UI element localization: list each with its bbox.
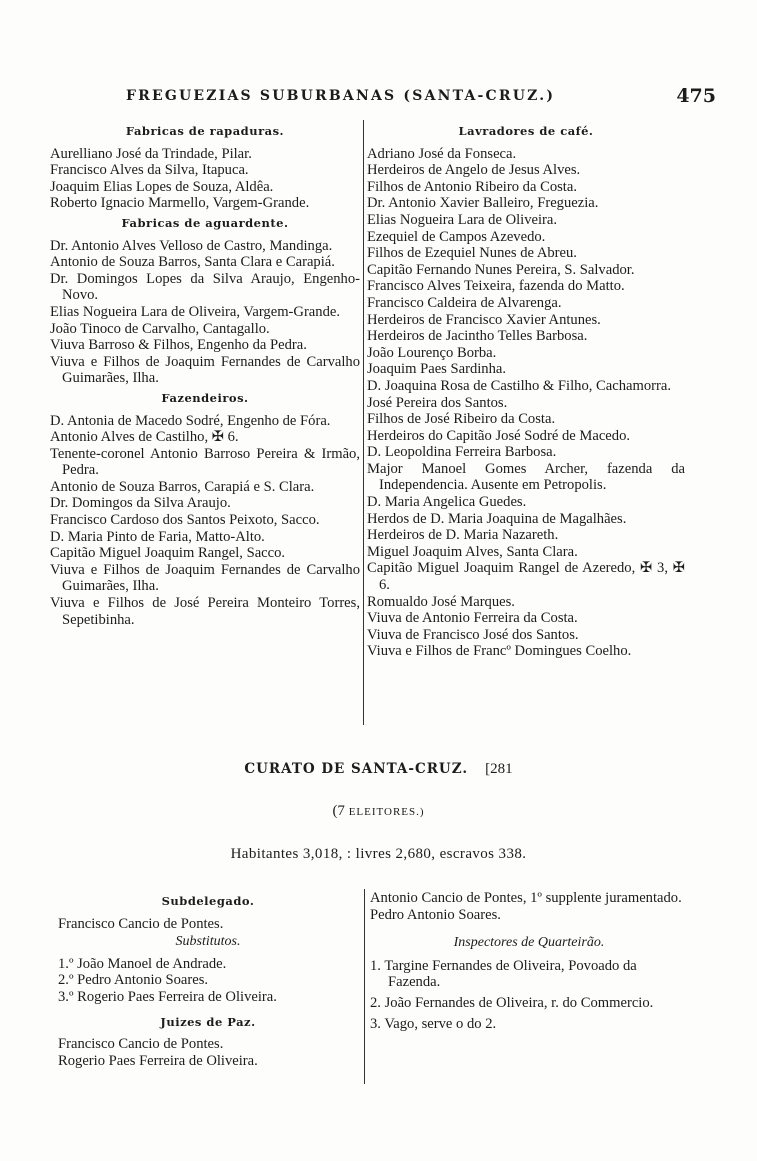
list-item: D. Maria Pinto de Faria, Matto-Alto. — [50, 528, 265, 545]
list-item: Viuva e Filhos de Francº Domingues Coelho. — [367, 643, 632, 660]
page-number: 475 — [676, 85, 716, 107]
list-item: 1.º João Manoel de Andrade. — [58, 955, 227, 972]
list-item: Herdos de D. Maria Joaquina de Magalhães. — [367, 510, 627, 527]
list-item: Viuva de Antonio Ferreira da Costa. — [367, 610, 578, 627]
list-item: Antonio de Souza Barros, Carapiá e S. Clara. — [50, 478, 315, 495]
right-column-bottom — [370, 890, 688, 1032]
list-item: Rogerio Paes Ferreira de Oliveira. — [58, 1052, 258, 1069]
section-heading-fazendeiros: Fazendeiros. — [161, 390, 249, 405]
list-item: 1. Targine Fernandes de Oliveira, Povoado da Fazenda. — [370, 957, 637, 991]
list-item: Antonio Alves de Castilho, ✠ 6. — [50, 429, 239, 446]
column-divider-bottom — [364, 889, 365, 1084]
section-heading-cafe: Lavradores de café. — [458, 124, 594, 138]
list-item: Dr. Antonio Alves Velloso de Castro, Mandinga. — [50, 237, 333, 254]
list-item: Viuva e Filhos de Joaquim Fernandes de Carvalho Guimarães, Ilha. — [50, 353, 360, 387]
column-divider-top — [363, 120, 364, 725]
list-item: Capitão Miguel Joaquim Rangel de Azeredo, ✠ 3, ✠ 6. — [367, 560, 685, 594]
list-item: João Tinoco de Carvalho, Cantagallo. — [50, 320, 270, 337]
curato-number: [281 — [485, 761, 513, 777]
section-heading-substitutos: Substitutos. — [175, 934, 241, 950]
list-item: Viuva Barroso & Filhos, Engenho da Pedra. — [50, 337, 307, 354]
list-item: Aurelliano José da Trindade, Pilar. — [50, 145, 252, 162]
list-item: Pedro Antonio Soares. — [370, 906, 501, 923]
section-heading-juizes: Juizes de Paz. — [160, 1014, 256, 1029]
list-item: Antonio de Souza Barros, Santa Clara e Carapiá. — [50, 254, 335, 271]
list-item: D. Leopoldina Ferreira Barbosa. — [367, 444, 557, 461]
electors-number: (7 — [332, 803, 345, 819]
list-item: Viuva e Filhos de José Pereira Monteiro Torres, Sepetibinha. — [50, 595, 360, 628]
list-item: 2. João Fernandes de Oliveira, r. do Commercio. — [370, 994, 654, 1011]
running-header — [126, 85, 716, 112]
list-item: Filhos de Ezequiel Nunes de Abreu. — [367, 245, 577, 262]
list-item: Herdeiros de Francisco Xavier Antunes. — [367, 311, 601, 328]
section-heading-inspectores: Inspectores de Quarteirão. — [453, 935, 605, 951]
electors-line — [0, 803, 757, 820]
list-item: Elias Nogueira Lara de Oliveira. — [367, 211, 558, 228]
curato-title — [0, 761, 757, 778]
section-heading-subdelegado: Subdelegado. — [161, 894, 255, 908]
list-item: Dr. Antonio Xavier Balleiro, Freguezia. — [367, 195, 599, 212]
list-item: Dr. Domingos Lopes da Silva Araujo, Engenho-Novo. — [50, 270, 360, 304]
list-item: Francisco Cancio de Pontes. — [58, 1036, 224, 1053]
list-item: Antonio Cancio de Pontes, 1º supplente juramentado. — [370, 890, 682, 906]
list-item: Capitão Fernando Nunes Pereira, S. Salvador. — [367, 261, 635, 278]
list-item: Joaquim Elias Lopes de Souza, Aldêa. — [50, 178, 274, 195]
electors-word: ELEITORES.) — [348, 806, 425, 818]
list-item: João Lourenço Borba. — [367, 344, 497, 361]
list-item: Capitão Miguel Joaquim Rangel, Sacco. — [50, 545, 286, 562]
list-item: Francisco Cancio de Pontes. — [58, 915, 224, 932]
list-item: Romualdo José Marques. — [367, 593, 515, 610]
list-item: Viuva de Francisco José dos Santos. — [367, 626, 579, 643]
habitantes-line: Habitantes 3,018, : livres 2,680, escravos 338. — [230, 846, 527, 862]
list-item: D. Antonia de Macedo Sodré, Engenho de Fóra. — [50, 412, 331, 429]
list-item: Ezequiel de Campos Azevedo. — [367, 228, 546, 245]
list-item: Herdeiros de Angelo de Jesus Alves. — [367, 162, 581, 179]
list-item: Dr. Domingos da Silva Araujo. — [50, 495, 231, 512]
list-item: Herdeiros de Jacintho Telles Barbosa. — [367, 328, 588, 345]
list-item: Joaquim Paes Sardinha. — [367, 361, 507, 378]
list-item: Herdeiros de D. Maria Nazareth. — [367, 527, 559, 544]
list-item: Francisco Alves Teixeira, fazenda do Matto. — [367, 278, 625, 295]
list-item: Elias Nogueira Lara de Oliveira, Vargem-Grande. — [50, 303, 340, 320]
list-item: Major Manoel Gomes Archer, fazenda da Independencia. Ausente em Petropolis. — [367, 460, 685, 494]
list-item: Filhos de José Ribeiro da Costa. — [367, 411, 556, 428]
list-item: 2.º Pedro Antonio Soares. — [58, 972, 209, 989]
list-item: Francisco Alves da Silva, Itapuca. — [50, 162, 249, 179]
curato-title-text: CURATO DE SANTA-CRUZ. — [244, 761, 469, 777]
list-item: D. Joaquina Rosa de Castilho & Filho, Cachamorra. — [367, 377, 671, 394]
list-item: D. Maria Angelica Guedes. — [367, 494, 527, 511]
list-item: Viuva e Filhos de Joaquim Fernandes de Carvalho Guimarães, Ilha. — [50, 561, 360, 595]
list-item: Herdeiros do Capitão José Sodré de Macedo. — [367, 427, 631, 444]
list-item: Tenente-coronel Antonio Barroso Pereira & Irmão, Pedra. — [50, 445, 360, 479]
list-item: Roberto Ignacio Marmello, Vargem-Grande. — [50, 195, 310, 212]
list-item: Adriano José da Fonseca. — [367, 145, 517, 162]
left-column-bottom — [58, 890, 358, 1069]
section-heading-aguardente: Fabricas de aguardente. — [121, 215, 289, 230]
list-item: Filhos de Antonio Ribeiro da Costa. — [367, 178, 577, 195]
list-item: José Pereira dos Santos. — [367, 394, 508, 411]
list-item: 3.º Rogerio Paes Ferreira de Oliveira. — [58, 988, 277, 1005]
right-column-top — [367, 120, 685, 660]
list-item: 3. Vago, serve o do 2. — [370, 1015, 497, 1032]
list-item: Miguel Joaquim Alves, Santa Clara. — [367, 543, 578, 560]
list-item: Francisco Caldeira de Alvarenga. — [367, 294, 562, 311]
list-item: Francisco Cardoso dos Santos Peixoto, Sacco. — [50, 512, 320, 529]
running-title: FREGUEZIAS SUBURBANAS (SANTA-CRUZ.) — [126, 88, 556, 104]
section-heading-rapaduras: Fabricas de rapaduras. — [125, 124, 285, 138]
left-column-top — [50, 120, 360, 628]
